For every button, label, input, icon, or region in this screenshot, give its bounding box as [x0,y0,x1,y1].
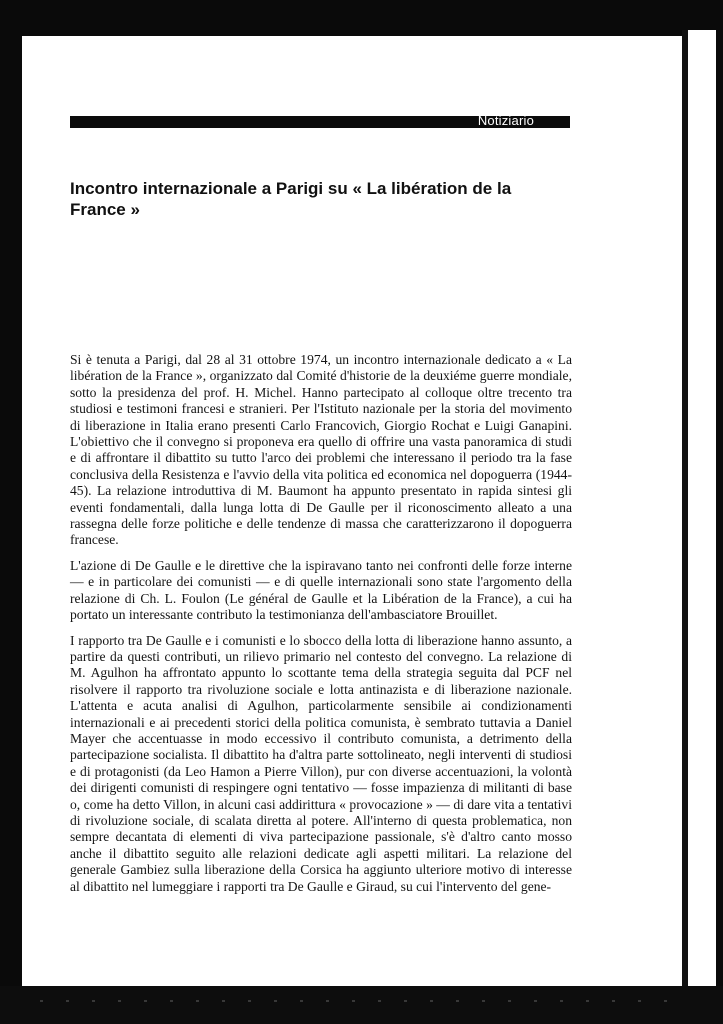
paragraph: L'azione di De Gaulle e le direttive che la ispiravano tanto nei confronti delle forze interne — e in particolare dei comunisti — e di quelle internazionali sono state l'argomento della relazione di Ch. L. Foulon (Le général de Gaulle et la Libération de la France), a cui ha portato un interessante contributo la testimonianza dell'ambasciatore Brouillet. [70,557,572,623]
scan-bottom-border [0,986,723,1024]
article-title: Incontro internazionale a Parigi su « La libération de la France » [70,179,512,219]
paragraph: I rapporto tra De Gaulle e i comunisti e lo sbocco della lotta di liberazione hanno assunto, a partire da questi contributi, un rilievo primario nel contesto del convegno. La relazione di M. Agulhon ha affrontato appunto lo scottante tema della strategia seguita dal PCF nel risolvere il rapporto tra rivoluzione sociale e lotta antinazista e di liberazione nazionale. L'attenta e acuta analisi di Agulhon, particolarmente sensibile ai condizionamenti internazionali e ai precedenti storici della politica comunista, è sembrato tuttavia a Daniel Mayer che accentuasse in modo eccessivo il contributo comunista, a detrimento della partecipazione socialista. Il dibattito ha d'altra parte sottolineato, negli interventi di studiosi e di protagonisti (da Leo Hamon a Pierre Villon), pur con diverse accentuazioni, la volontà dei dirigenti comunisti di respingere ogni tentativo — fosse impazienza di militanti di base o, come ha detto Villon, in alcuni casi addirittura « provocazione » — di dare vita a tentativi di rivoluzione sociale, di scalata diretta al potere. All'interno di questa problematica, non sempre decantata di elementi di viva partecipazione passionale, s'è d'altro canto mosso anche il dibattito seguito alle relazioni dedicate agli aspetti militari. La relazione del generale Gambiez sulla liberazione della Corsica ha aggiunto ulteriore motivo di interesse al dibattito nel lumeggiare i rapporti tra De Gaulle e Giraud, su cui l'intervento del gene- [70,632,572,894]
scan-edge [682,30,716,990]
paragraph: Si è tenuta a Parigi, dal 28 al 31 ottobre 1974, un incontro internazionale dedicato a « La libération de la France », organizzato dal Comité d'historie de la deuxiéme guerre mondiale, sotto la presidenza del prof. H. Michel. Hanno partecipato al colloque oltre trecento tra studiosi e testimoni francesi e stranieri. Per l'Istituto nazionale per la storia del movimento di liberazione in Italia erano presenti Carlo Francovich, Giorgio Rochat e Luigi Ganapini. L'obiettivo che il convegno si proponeva era quello di offrire una vasta panoramica di studi e di affrontare il dibattito su tutto l'arco dei problemi che interessano il periodo tra la fase conclusiva della Resistenza e l'avvio della vita politica ed economica nel dopoguerra (1944-45). La relazione introduttiva di M. Baumont ha appunto presentato in rapida sintesi gli eventi fondamentali, dalla lunga lotta di De Gaulle per il riconoscimento alleato a una rassegna delle forze politiche e delle tendenze di massa che caratterizzarono il dopoguerra francese. [70,352,572,548]
section-header-bar [70,113,570,128]
scan-noise [40,1000,690,1002]
section-label: Notiziario [477,113,534,128]
document-page [22,36,682,986]
article-body [70,352,572,904]
